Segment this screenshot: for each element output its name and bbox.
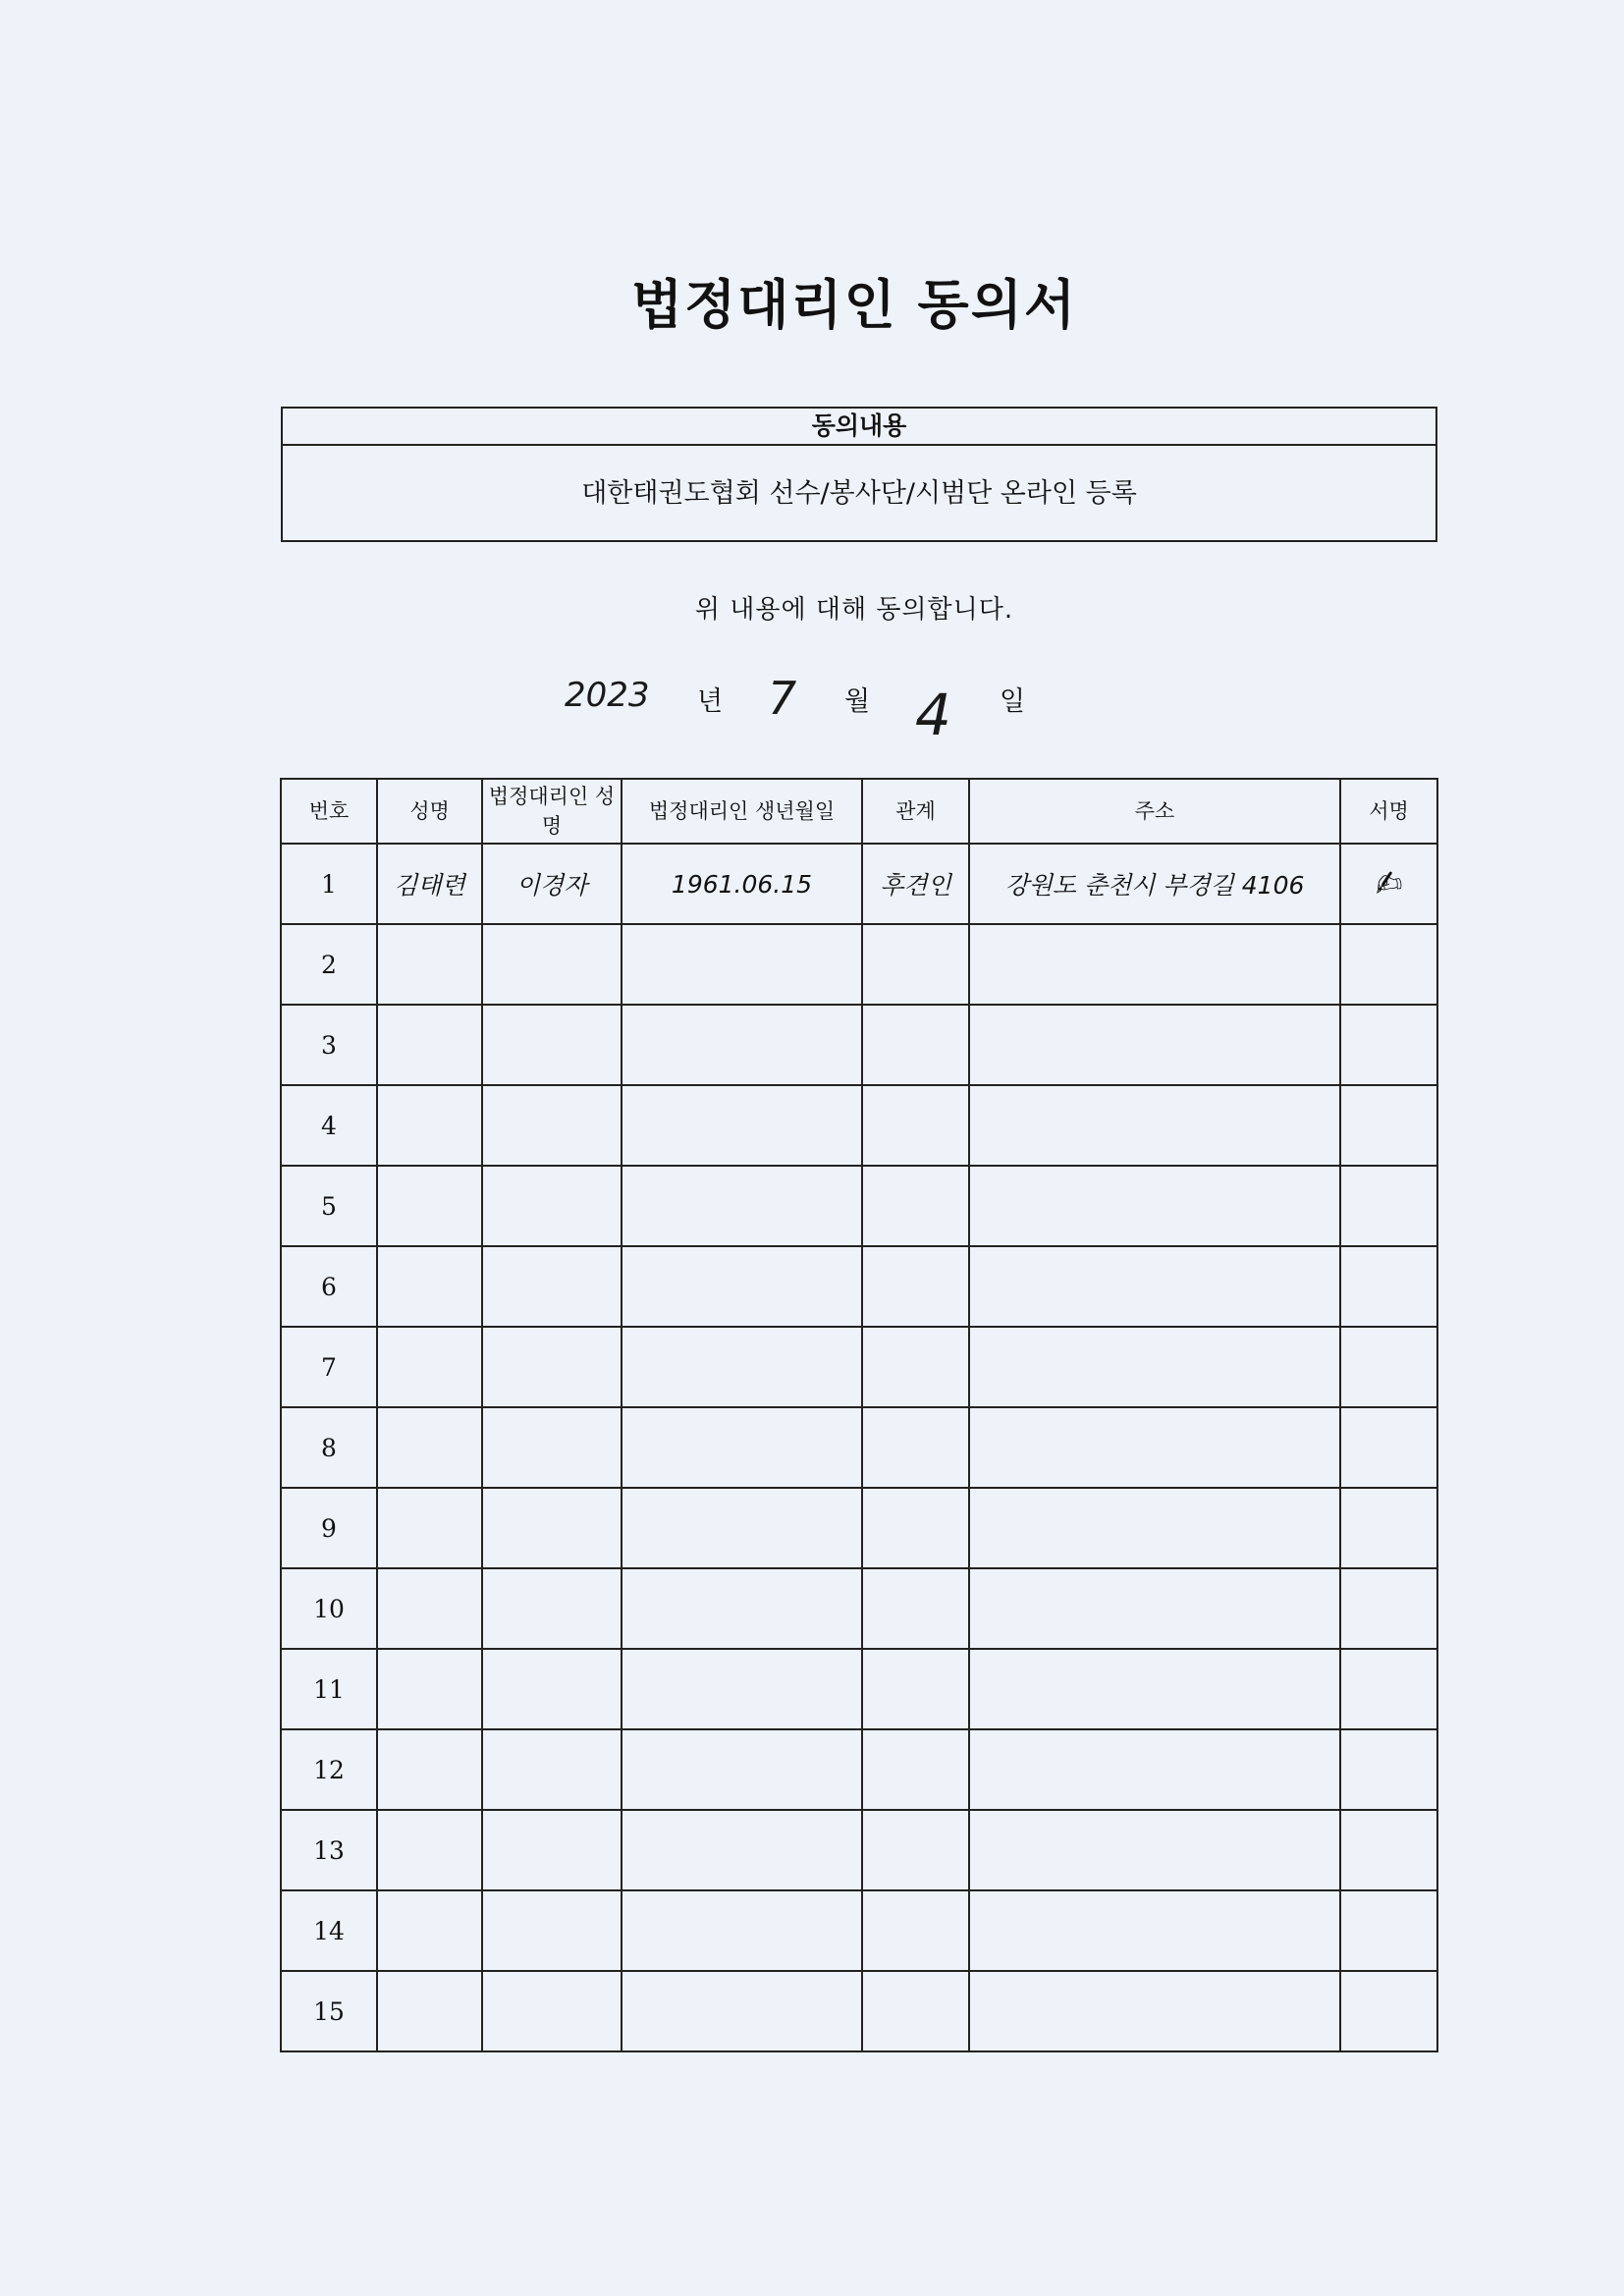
agreement-statement: 위 내용에 대해 동의합니다.	[694, 595, 1014, 625]
person-name-cell	[377, 1810, 482, 1890]
signature-cell	[1340, 1085, 1437, 1166]
guardian-name-cell	[482, 1005, 622, 1085]
header-address: 주소	[969, 779, 1340, 844]
guardian-birth-cell	[622, 1085, 862, 1166]
row-number: 1	[281, 844, 377, 924]
person-name-cell	[377, 1085, 482, 1166]
person-name-cell	[377, 1729, 482, 1810]
handwritten-signature: ✍	[1372, 862, 1406, 905]
guardian-name-cell	[482, 1246, 622, 1327]
table-row	[281, 1246, 1437, 1327]
guardian-name-cell: 이경자	[482, 844, 622, 924]
guardian-birth-cell	[622, 1890, 862, 1971]
signature-cell	[1340, 1810, 1437, 1890]
table-row	[281, 1729, 1437, 1810]
table-row	[281, 924, 1437, 1005]
guardian-name-cell	[482, 1568, 622, 1649]
relation-cell	[862, 1488, 969, 1568]
row-number: 3	[281, 1005, 377, 1085]
address-cell	[969, 1810, 1340, 1890]
guardian-name-cell	[482, 1085, 622, 1166]
table-row	[281, 1085, 1437, 1166]
guardian-birth-cell	[622, 1407, 862, 1488]
guardian-birth-cell	[622, 1568, 862, 1649]
table-row	[281, 1005, 1437, 1085]
person-name-cell	[377, 1649, 482, 1729]
date-year-value: 2023	[565, 676, 650, 715]
person-name-cell	[377, 1568, 482, 1649]
row-number: 15	[281, 1971, 377, 2051]
table-row	[281, 1810, 1437, 1890]
address-cell	[969, 1488, 1340, 1568]
relation-cell	[862, 1166, 969, 1246]
table-body	[281, 844, 1437, 2051]
row-number: 6	[281, 1246, 377, 1327]
address-cell	[969, 1005, 1340, 1085]
signature-cell	[1340, 924, 1437, 1005]
guardian-birth-cell	[622, 1166, 862, 1246]
table-row	[281, 1166, 1437, 1246]
row-number: 11	[281, 1649, 377, 1729]
address-cell	[969, 1890, 1340, 1971]
relation-cell	[862, 1005, 969, 1085]
relation-cell	[862, 924, 969, 1005]
row-number: 7	[281, 1327, 377, 1407]
relation-cell	[862, 1327, 969, 1407]
signing-date	[550, 672, 1060, 754]
signature-cell	[1340, 1407, 1437, 1488]
consent-content-box	[281, 407, 1437, 542]
date-month-value: 7	[768, 672, 797, 725]
guardian-name-cell	[482, 1729, 622, 1810]
address-cell	[969, 1085, 1340, 1166]
guardian-birth-cell: 1961.06.15	[622, 844, 862, 924]
date-day-label: 일	[1000, 686, 1026, 717]
person-name-cell	[377, 1166, 482, 1246]
table-row	[281, 844, 1437, 924]
relation-cell: 후견인	[862, 844, 969, 924]
signature-cell	[1340, 844, 1437, 924]
relation-cell	[862, 1407, 969, 1488]
row-number: 10	[281, 1568, 377, 1649]
person-name-cell	[377, 1488, 482, 1568]
address-cell: 강원도 춘천시 부경길 4106	[969, 844, 1340, 924]
address-cell	[969, 1407, 1340, 1488]
relation-cell	[862, 1568, 969, 1649]
address-cell	[969, 924, 1340, 1005]
guardian-birth-cell	[622, 1246, 862, 1327]
table-row	[281, 1407, 1437, 1488]
address-cell	[969, 1729, 1340, 1810]
table-row	[281, 1649, 1437, 1729]
guardian-birth-cell	[622, 1649, 862, 1729]
header-signature: 서명	[1340, 779, 1437, 844]
row-number: 8	[281, 1407, 377, 1488]
header-name: 성명	[377, 779, 482, 844]
signature-cell	[1340, 1971, 1437, 2051]
table-row	[281, 1568, 1437, 1649]
guardian-birth-cell	[622, 924, 862, 1005]
guardian-name-cell	[482, 1810, 622, 1890]
header-guardian-birth: 법정대리인 생년월일	[622, 779, 862, 844]
address-cell	[969, 1327, 1340, 1407]
relation-cell	[862, 1246, 969, 1327]
row-number: 14	[281, 1890, 377, 1971]
person-name-cell	[377, 1005, 482, 1085]
relation-cell	[862, 1649, 969, 1729]
consent-content-header: 동의내용	[283, 409, 1435, 446]
signature-cell	[1340, 1327, 1437, 1407]
date-year-label: 년	[697, 686, 724, 717]
guardian-name-cell	[482, 1971, 622, 2051]
row-number: 13	[281, 1810, 377, 1890]
signature-cell	[1340, 1005, 1437, 1085]
address-cell	[969, 1649, 1340, 1729]
guardian-name-cell	[482, 1890, 622, 1971]
guardian-roster-table	[280, 778, 1438, 2052]
table-row	[281, 1890, 1437, 1971]
person-name-cell	[377, 1971, 482, 2051]
guardian-name-cell	[482, 1166, 622, 1246]
relation-cell	[862, 1971, 969, 2051]
signature-cell	[1340, 1488, 1437, 1568]
guardian-name-cell	[482, 1407, 622, 1488]
person-name-cell	[377, 924, 482, 1005]
person-name-cell: 김태련	[377, 844, 482, 924]
page-title: 법정대리인 동의서	[630, 274, 1078, 336]
table-row	[281, 1488, 1437, 1568]
signature-cell	[1340, 1890, 1437, 1971]
signature-cell	[1340, 1729, 1437, 1810]
guardian-birth-cell	[622, 1971, 862, 2051]
relation-cell	[862, 1729, 969, 1810]
person-name-cell	[377, 1246, 482, 1327]
guardian-birth-cell	[622, 1005, 862, 1085]
address-cell	[969, 1166, 1340, 1246]
signature-cell	[1340, 1649, 1437, 1729]
signature-cell	[1340, 1166, 1437, 1246]
consent-content-body: 대한태권도협회 선수/봉사단/시범단 온라인 등록	[581, 478, 1137, 509]
row-number: 5	[281, 1166, 377, 1246]
person-name-cell	[377, 1407, 482, 1488]
guardian-name-cell	[482, 1488, 622, 1568]
guardian-birth-cell	[622, 1729, 862, 1810]
person-name-cell	[377, 1327, 482, 1407]
table-header-row	[281, 779, 1437, 844]
row-number: 2	[281, 924, 377, 1005]
guardian-name-cell	[482, 1649, 622, 1729]
address-cell	[969, 1971, 1340, 2051]
address-cell	[969, 1568, 1340, 1649]
date-month-label: 월	[844, 686, 871, 717]
signature-cell	[1340, 1246, 1437, 1327]
date-day-value: 4	[915, 682, 951, 748]
header-relation: 관계	[862, 779, 969, 844]
guardian-birth-cell	[622, 1488, 862, 1568]
person-name-cell	[377, 1890, 482, 1971]
signature-cell	[1340, 1568, 1437, 1649]
relation-cell	[862, 1085, 969, 1166]
table-row	[281, 1327, 1437, 1407]
address-cell	[969, 1246, 1340, 1327]
guardian-name-cell	[482, 1327, 622, 1407]
relation-cell	[862, 1890, 969, 1971]
row-number: 4	[281, 1085, 377, 1166]
row-number: 12	[281, 1729, 377, 1810]
header-no: 번호	[281, 779, 377, 844]
guardian-birth-cell	[622, 1327, 862, 1407]
header-guardian-name: 법정대리인 성명	[482, 779, 622, 844]
relation-cell	[862, 1810, 969, 1890]
guardian-birth-cell	[622, 1810, 862, 1890]
row-number: 9	[281, 1488, 377, 1568]
guardian-name-cell	[482, 924, 622, 1005]
table-row	[281, 1971, 1437, 2051]
